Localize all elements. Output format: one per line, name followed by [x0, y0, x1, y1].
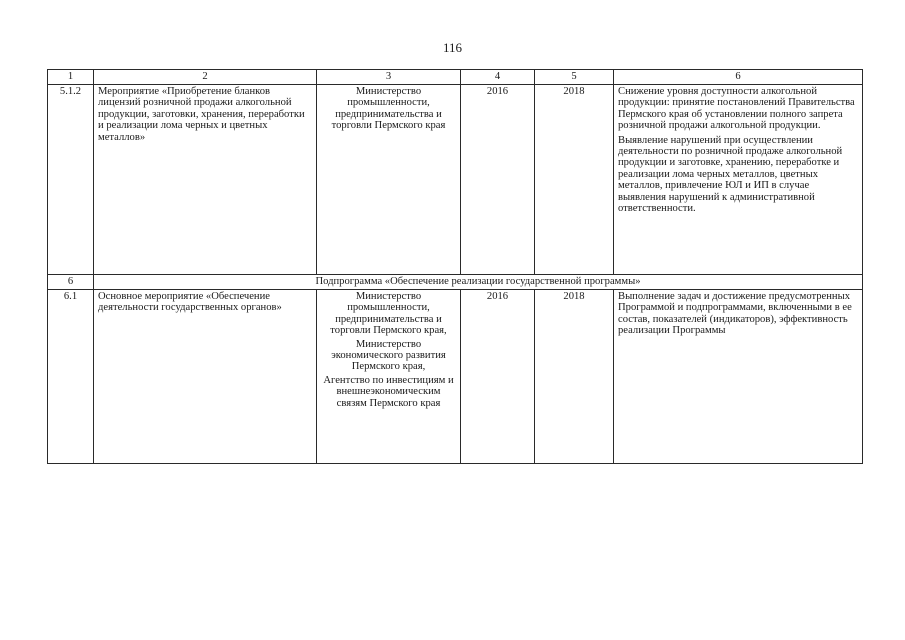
header-cell: 6 [614, 70, 863, 85]
executor-entry: Министерство экономического развития Пермского края, [331, 338, 446, 373]
header-cell: 2 [94, 70, 317, 85]
header-cell: 3 [317, 70, 461, 85]
executor-cell [317, 290, 461, 464]
executor-entry: Министерство промышленности, предпринимательства и торговли Пермского края, [330, 291, 447, 337]
executor-cell: Министерство промышленности, предпринимательства и торговли Пермского края [317, 85, 461, 275]
expected-result-cell: Выполнение задач и достижение предусмотренных Программой и подпрограммами, включенными в ее состав, показателей (индикаторов), эффективность реализации Программы [614, 290, 863, 464]
subprogram-title: Подпрограмма «Обеспечение реализации государственной программы» [94, 275, 863, 290]
expected-result-cell [614, 85, 863, 275]
row-number: 5.1.2 [48, 85, 94, 275]
activity-name: Основное мероприятие «Обеспечение деятельности государственных органов» [94, 290, 317, 464]
activity-name: Мероприятие «Приобретение бланков лицензий розничной продажи алкогольной продукции, заготовки, хранения, переработки и реализации лома черных и цветных металлов» [94, 85, 317, 275]
start-year: 2016 [461, 290, 535, 464]
expected-result-paragraph: Выявление нарушений при осуществлении деятельности по розничной продаже алкогольной продукции и заготовке, хранению, переработке и реализации лома черных металлов, цветных металлов, привлечение ЮЛ и ИП в случае выявления нарушений к административной ответственности. [618, 134, 843, 215]
program-table [47, 69, 863, 464]
header-cell: 4 [461, 70, 535, 85]
header-cell: 5 [535, 70, 614, 85]
executor-entry: Агентство по инвестициям и внешнеэкономическим связям Пермского края [323, 374, 454, 409]
end-year: 2018 [535, 85, 614, 275]
end-year: 2018 [535, 290, 614, 464]
subprogram-row [48, 275, 863, 290]
row-number: 6.1 [48, 290, 94, 464]
page-number: 116 [442, 40, 463, 55]
expected-result-paragraph: Снижение уровня доступности алкогольной продукции: принятие постановлений Правительства Пермского края об установлении полного запрета розничной продажи алкогольной продукции. [618, 86, 855, 132]
table-header-row [48, 70, 863, 85]
start-year: 2016 [461, 85, 535, 275]
table-row [48, 85, 863, 275]
header-cell: 1 [48, 70, 94, 85]
table-row [48, 290, 863, 464]
subprogram-number: 6 [48, 275, 94, 290]
